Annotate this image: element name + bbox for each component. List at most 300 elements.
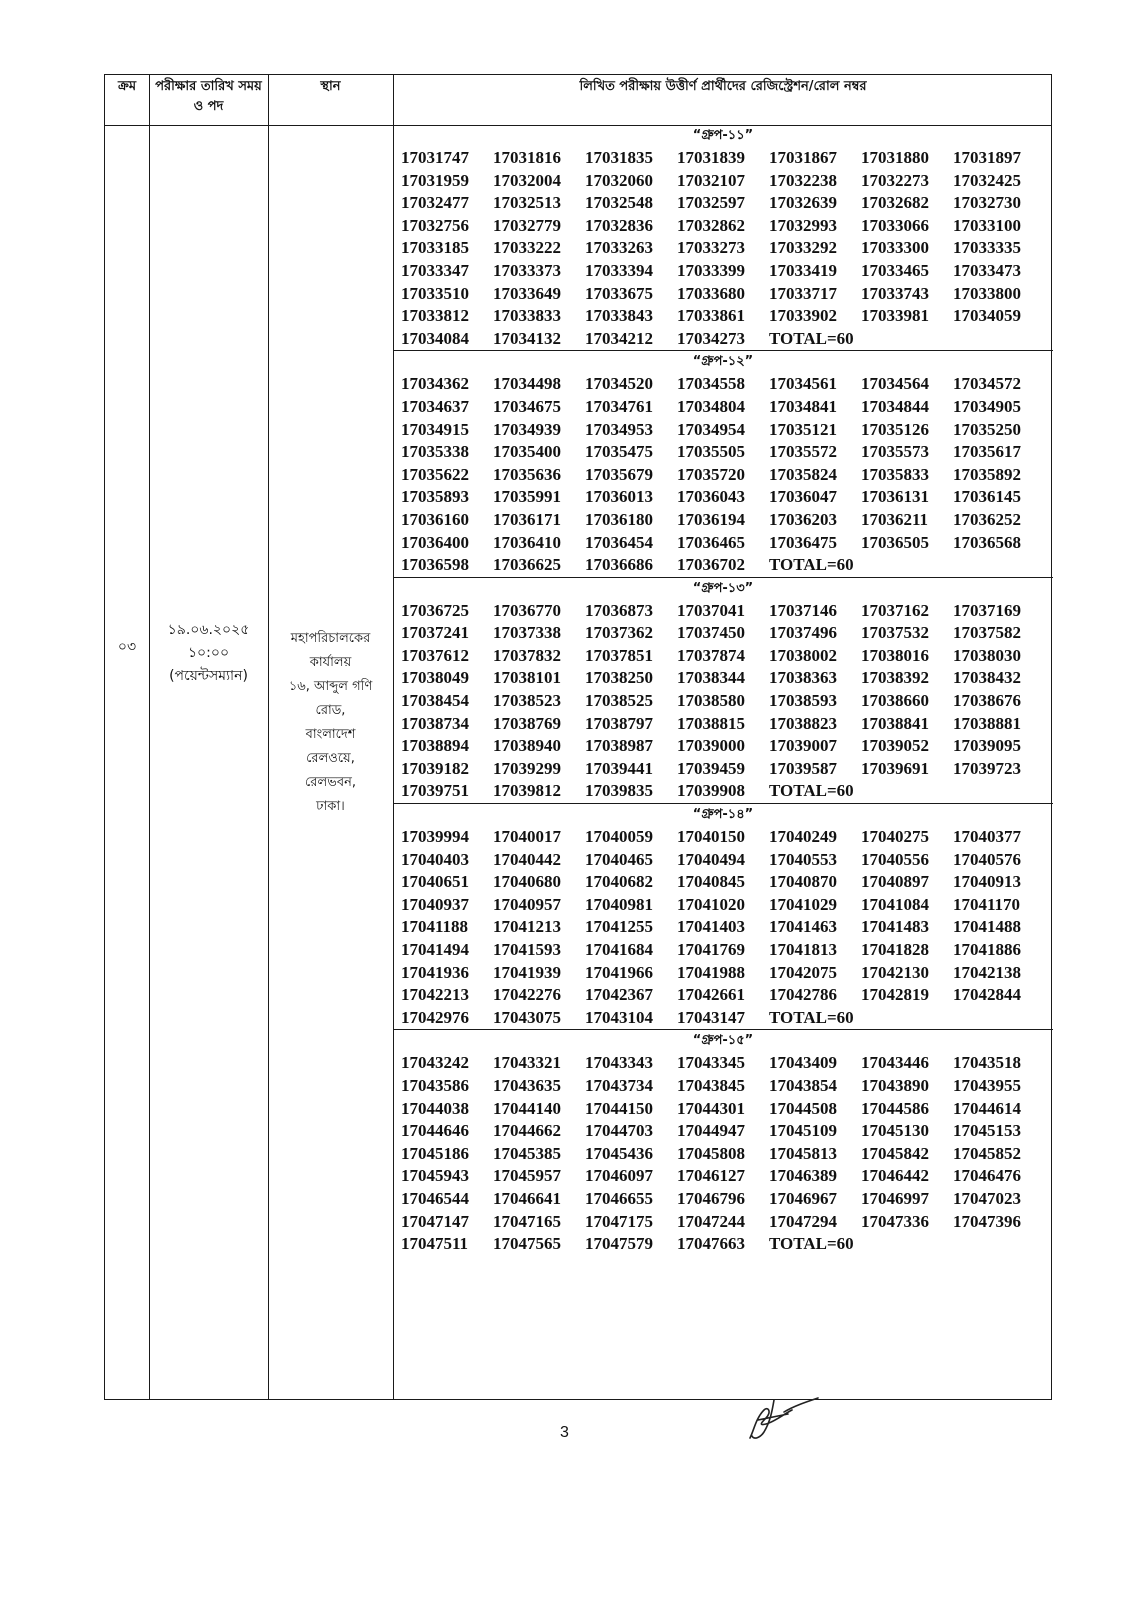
roll-number: 17045109 (769, 1121, 837, 1141)
roll-number: 17033861 (677, 306, 745, 326)
roll-number: 17040249 (769, 827, 837, 847)
group-total: TOTAL=60 (769, 781, 854, 801)
roll-number: 17042844 (953, 985, 1021, 1005)
roll-number: 17044662 (493, 1121, 561, 1141)
roll-number: 17031959 (401, 170, 469, 190)
roll-number: 17036465 (677, 532, 745, 552)
roll-number: 17044140 (493, 1098, 561, 1118)
roll-number: 17037532 (861, 623, 929, 643)
roll-number: 17034561 (769, 374, 837, 394)
roll-number: 17038525 (585, 691, 653, 711)
roll-number: 17038580 (677, 691, 745, 711)
roll-number: 17047175 (585, 1211, 653, 1231)
roll-number: 17033510 (401, 283, 469, 303)
roll-number: 17034637 (401, 396, 469, 416)
roll-row (393, 328, 1053, 351)
roll-number: 17043409 (769, 1053, 837, 1073)
roll-number: 17039299 (493, 758, 561, 778)
roll-number: 17041188 (401, 917, 469, 937)
roll-number: 17043586 (401, 1075, 469, 1095)
roll-number: 17039459 (677, 758, 745, 778)
roll-number: 17037162 (861, 600, 929, 620)
roll-number: 17037874 (677, 645, 745, 665)
roll-row (393, 1075, 1053, 1098)
roll-number: 17033981 (861, 306, 929, 326)
roll-number: 17044508 (769, 1098, 837, 1118)
roll-number: 17038797 (585, 713, 653, 733)
exam-place-cell (268, 627, 393, 819)
roll-number: 17036770 (493, 600, 561, 620)
roll-number: 17042138 (953, 962, 1021, 982)
roll-number: 17040494 (677, 849, 745, 869)
roll-number: 17034084 (401, 328, 469, 348)
roll-number: 17034905 (953, 396, 1021, 416)
group-total: TOTAL=60 (769, 1007, 854, 1027)
roll-number: 17033100 (953, 215, 1021, 235)
roll-number: 17047165 (493, 1211, 561, 1231)
roll-number: 17043147 (677, 1007, 745, 1027)
roll-number: 17033843 (585, 306, 653, 326)
roll-number: 17041939 (493, 962, 561, 982)
roll-number: 17040981 (585, 894, 653, 914)
roll-number: 17039994 (401, 827, 469, 847)
roll-row (393, 396, 1053, 419)
roll-number: 17047023 (953, 1188, 1021, 1208)
roll-row (393, 826, 1053, 849)
roll-number: 17047396 (953, 1211, 1021, 1231)
roll-number: 17033185 (401, 238, 469, 258)
roll-number: 17033743 (861, 283, 929, 303)
roll-number: 17039587 (769, 758, 837, 778)
header-place: স্থান (320, 79, 341, 94)
roll-number: 17032548 (585, 193, 653, 213)
roll-row (393, 419, 1053, 442)
group-title: “গ্রুপ-১৪” (692, 807, 754, 823)
roll-number: 17032639 (769, 193, 837, 213)
roll-row (393, 713, 1053, 736)
roll-number: 17034804 (677, 396, 745, 416)
roll-number: 17040651 (401, 872, 469, 892)
roll-number: 17045842 (861, 1143, 929, 1163)
roll-number: 17044301 (677, 1098, 745, 1118)
roll-number (953, 1233, 1045, 1256)
roll-number: 17043321 (493, 1053, 561, 1073)
roll-number: 17046544 (401, 1188, 469, 1208)
roll-number: 17037041 (677, 600, 745, 620)
roll-number: 17043446 (861, 1053, 929, 1073)
roll-number: 17042075 (769, 962, 837, 982)
roll-number: 17038250 (585, 668, 653, 688)
roll-number: 17043890 (861, 1075, 929, 1095)
roll-number: 17040553 (769, 849, 837, 869)
roll-number: 17033465 (861, 260, 929, 280)
roll-number: 17034939 (493, 419, 561, 439)
roll-number: 17038454 (401, 691, 469, 711)
roll-number: 17032862 (677, 215, 745, 235)
roll-number: 17035121 (769, 419, 837, 439)
roll-row (393, 1120, 1053, 1143)
roll-number: 17041813 (769, 940, 837, 959)
roll-number (861, 554, 953, 577)
roll-row (393, 464, 1053, 487)
roll-row (393, 871, 1053, 894)
roll-group (393, 125, 1053, 351)
roll-row (393, 373, 1053, 396)
roll-row (393, 1233, 1053, 1256)
roll-number: 17035617 (953, 442, 1021, 462)
roll-row (393, 1052, 1053, 1075)
roll-number: 17040442 (493, 849, 561, 869)
roll-row (393, 984, 1053, 1007)
roll-number: 17035400 (493, 442, 561, 462)
roll-number: 17047565 (493, 1234, 561, 1254)
roll-row (393, 735, 1053, 758)
roll-number: 17035720 (677, 464, 745, 484)
roll-number: 17038392 (861, 668, 929, 688)
roll-number: 17045957 (493, 1166, 561, 1186)
roll-number: 17031897 (953, 148, 1021, 167)
roll-number: 17033347 (401, 260, 469, 280)
roll-number: 17039052 (861, 736, 929, 756)
place-line: রোড, (315, 703, 346, 718)
roll-row (393, 283, 1053, 306)
roll-number: 17038734 (401, 713, 469, 733)
roll-number: 17034761 (585, 396, 653, 416)
roll-number: 17033335 (953, 238, 1021, 258)
roll-number: 17036568 (953, 532, 1021, 552)
signature-icon (744, 1392, 824, 1448)
roll-number: 17033263 (585, 238, 653, 258)
roll-number: 17032682 (861, 193, 929, 213)
roll-number: 17044947 (677, 1121, 745, 1141)
roll-number: 17038344 (677, 668, 745, 688)
roll-number: 17031835 (585, 148, 653, 167)
place-line: কার্যালয় (309, 655, 352, 670)
group-total: TOTAL=60 (769, 1234, 854, 1254)
roll-number: 17039835 (585, 781, 653, 801)
roll-row (393, 1165, 1053, 1188)
roll-number: 17034362 (401, 374, 469, 394)
roll-number: 17047294 (769, 1211, 837, 1231)
roll-number: 17032597 (677, 193, 745, 213)
place-line: বাংলাদেশ (305, 727, 356, 742)
roll-number: 17042661 (677, 985, 745, 1005)
roll-number: 17036211 (861, 509, 929, 529)
roll-number: 17031816 (493, 148, 561, 167)
roll-number: 17047147 (401, 1211, 469, 1231)
roll-number: 17041494 (401, 940, 469, 959)
serial-number: ০৩ (117, 639, 137, 655)
roll-number: 17037146 (769, 600, 837, 620)
roll-number: 17036013 (585, 487, 653, 507)
roll-number: 17041769 (677, 940, 745, 959)
roll-number: 17043343 (585, 1053, 653, 1073)
roll-number: 17043734 (585, 1075, 653, 1095)
roll-number (861, 1007, 953, 1030)
roll-row (393, 939, 1053, 962)
roll-number: 17041988 (677, 962, 745, 982)
roll-row (393, 916, 1053, 939)
roll-number: 17035250 (953, 419, 1021, 439)
roll-number: 17033292 (769, 238, 837, 258)
roll-number: 17045813 (769, 1143, 837, 1163)
roll-number: 17041488 (953, 917, 1021, 937)
roll-number: 17038881 (953, 713, 1021, 733)
roll-number: 17044150 (585, 1098, 653, 1118)
roll-number: 17045186 (401, 1143, 469, 1163)
roll-number: 17040377 (953, 827, 1021, 847)
roll-number: 17042367 (585, 985, 653, 1005)
roll-number: 17040017 (493, 827, 561, 847)
roll-number: 17037496 (769, 623, 837, 643)
roll-number: 17046967 (769, 1188, 837, 1208)
roll-number: 17042819 (861, 985, 929, 1005)
roll-number: 17038593 (769, 691, 837, 711)
roll-number: 17034841 (769, 396, 837, 416)
place-line: রেলওয়ে, (306, 751, 355, 766)
roll-row (393, 849, 1053, 872)
roll-number: 17038769 (493, 713, 561, 733)
roll-row (393, 622, 1053, 645)
roll-number: 17035475 (585, 442, 653, 462)
roll-number: 17044646 (401, 1121, 469, 1141)
place-line: রেলভবন, (305, 775, 356, 790)
roll-number: 17040556 (861, 849, 929, 869)
roll-number: 17032756 (401, 215, 469, 235)
roll-number: 17033680 (677, 283, 745, 303)
exam-time: ১০:০০ (187, 645, 230, 661)
roll-row (393, 645, 1053, 668)
roll-number: 17046476 (953, 1166, 1021, 1186)
roll-number: 17036625 (493, 555, 561, 575)
roll-number: 17038660 (861, 691, 929, 711)
roll-number: 17042130 (861, 962, 929, 982)
roll-number: 17040465 (585, 849, 653, 869)
roll-row (393, 554, 1053, 577)
place-line: ঢাকা। (316, 799, 345, 814)
roll-number: 17038676 (953, 691, 1021, 711)
roll-number: 17042276 (493, 985, 561, 1005)
roll-number: 17036047 (769, 487, 837, 507)
exam-date: ১৯.০৬.২০২৫ (167, 622, 250, 638)
roll-number: 17043104 (585, 1007, 653, 1027)
group-total: TOTAL=60 (769, 555, 854, 575)
roll-number: 17041828 (861, 940, 929, 959)
roll-number: 17046997 (861, 1188, 929, 1208)
roll-number: 17040403 (401, 849, 469, 869)
roll-number: 17040845 (677, 872, 745, 892)
roll-number: 17041463 (769, 917, 837, 937)
roll-number: 17044614 (953, 1098, 1021, 1118)
roll-row (393, 237, 1053, 260)
roll-number: 17033394 (585, 260, 653, 280)
group-title: “গ্রুপ-১১” (692, 128, 754, 143)
roll-number: 17037612 (401, 645, 469, 665)
roll-number: 17043518 (953, 1053, 1021, 1073)
roll-number: 17043955 (953, 1075, 1021, 1095)
roll-number: 17041403 (677, 917, 745, 937)
roll-number: 17035824 (769, 464, 837, 484)
roll-number: 17032836 (585, 215, 653, 235)
roll-number: 17039723 (953, 758, 1021, 778)
roll-number: 17045385 (493, 1143, 561, 1163)
roll-number: 17040897 (861, 872, 929, 892)
roll-number: 17033066 (861, 215, 929, 235)
roll-number: 17040576 (953, 849, 1021, 869)
roll-number: 17047579 (585, 1234, 653, 1254)
roll-row (393, 667, 1053, 690)
page-number: 3 (560, 1424, 569, 1441)
roll-number: 17040937 (401, 894, 469, 914)
roll-number: 17041593 (493, 940, 561, 959)
roll-number: 17045943 (401, 1166, 469, 1186)
roll-number: 17041936 (401, 962, 469, 982)
roll-number: 17034498 (493, 374, 561, 394)
roll-number: 17033833 (493, 306, 561, 326)
roll-number: 17046127 (677, 1166, 745, 1186)
roll-number: 17043845 (677, 1075, 745, 1095)
roll-number: 17037362 (585, 623, 653, 643)
roll-row (393, 600, 1053, 623)
roll-number: 17035636 (493, 464, 561, 484)
roll-number: 17038841 (861, 713, 929, 733)
roll-number: 17038016 (861, 645, 929, 665)
group-title: “গ্রুপ-১৩” (692, 580, 754, 596)
roll-number: 17036454 (585, 532, 653, 552)
roll-number: 17032730 (953, 193, 1021, 213)
roll-number (953, 554, 1045, 577)
roll-group (393, 804, 1053, 1030)
roll-number: 17034558 (677, 374, 745, 394)
roll-number: 17038823 (769, 713, 837, 733)
roll-number: 17038101 (493, 668, 561, 688)
roll-row (393, 1143, 1053, 1166)
roll-number: 17047244 (677, 1211, 745, 1231)
group-total: TOTAL=60 (769, 328, 854, 348)
roll-number: 17033800 (953, 283, 1021, 303)
roll-number (953, 1007, 1045, 1030)
roll-number: 17036203 (769, 509, 837, 529)
roll-number: 17036043 (677, 487, 745, 507)
roll-number: 17038432 (953, 668, 1021, 688)
roll-number: 17034953 (585, 419, 653, 439)
roll-number: 17042786 (769, 985, 837, 1005)
roll-number: 17043345 (677, 1053, 745, 1073)
roll-number: 17046389 (769, 1166, 837, 1186)
roll-number: 17040913 (953, 872, 1021, 892)
roll-number: 17047336 (861, 1211, 929, 1231)
roll-number: 17032425 (953, 170, 1021, 190)
roll-number: 17039441 (585, 758, 653, 778)
results-table (104, 74, 1052, 1400)
roll-number (861, 1233, 953, 1256)
roll-number: 17036873 (585, 600, 653, 620)
roll-number: 17035991 (493, 487, 561, 507)
roll-number: 17041483 (861, 917, 929, 937)
roll-number: 17038030 (953, 645, 1021, 665)
group-title: “গ্রুপ-১৫” (692, 1033, 754, 1049)
roll-number: 17046442 (861, 1166, 929, 1186)
roll-number: 17037241 (401, 623, 469, 643)
group-title: “গ্রুপ-১২” (692, 354, 754, 370)
roll-row (393, 509, 1053, 532)
roll-number: 17045852 (953, 1143, 1021, 1163)
roll-number: 17033675 (585, 283, 653, 303)
roll-number: 17040150 (677, 827, 745, 847)
roll-number: 17038523 (493, 691, 561, 711)
roll-number (861, 328, 953, 351)
roll-number: 17034572 (953, 374, 1021, 394)
roll-number: 17039182 (401, 758, 469, 778)
roll-number: 17035679 (585, 464, 653, 484)
roll-number: 17032513 (493, 193, 561, 213)
roll-number: 17036702 (677, 555, 745, 575)
roll-group (393, 578, 1053, 804)
roll-number: 17034132 (493, 328, 561, 348)
roll-number: 17044038 (401, 1098, 469, 1118)
roll-number: 17037450 (677, 623, 745, 643)
roll-number: 17041029 (769, 894, 837, 914)
roll-number: 17032779 (493, 215, 561, 235)
roll-number: 17044703 (585, 1121, 653, 1141)
roll-number: 17040680 (493, 872, 561, 892)
roll-number: 17036131 (861, 487, 929, 507)
roll-number: 17039691 (861, 758, 929, 778)
roll-number: 17038363 (769, 668, 837, 688)
roll-number: 17031880 (861, 148, 929, 167)
roll-row (393, 1007, 1053, 1030)
roll-number (861, 780, 953, 803)
roll-number: 17032238 (769, 170, 837, 190)
roll-row (393, 780, 1053, 803)
roll-row (393, 441, 1053, 464)
roll-number: 17035622 (401, 464, 469, 484)
roll-number: 17036598 (401, 555, 469, 575)
roll-row (393, 486, 1053, 509)
roll-number: 17038049 (401, 668, 469, 688)
header-roll-numbers: লিখিত পরীক্ষায় উত্তীর্ণ প্রার্থীদের রেজিস্ট্রেশন/রোল নম্বর (579, 79, 867, 94)
roll-row (393, 1211, 1053, 1234)
roll-number: 17045808 (677, 1143, 745, 1163)
roll-number: 17038815 (677, 713, 745, 733)
roll-number: 17035833 (861, 464, 929, 484)
roll-number: 17033717 (769, 283, 837, 303)
roll-number: 17035572 (769, 442, 837, 462)
roll-number: 17033649 (493, 283, 561, 303)
roll-number: 17046655 (585, 1188, 653, 1208)
roll-number: 17035126 (861, 419, 929, 439)
roll-number: 17037582 (953, 623, 1021, 643)
roll-number: 17046097 (585, 1166, 653, 1186)
roll-number: 17041684 (585, 940, 653, 959)
roll-number: 17035573 (861, 442, 929, 462)
roll-number: 17034954 (677, 419, 745, 439)
roll-number: 17040682 (585, 872, 653, 892)
roll-number: 17032993 (769, 215, 837, 235)
roll-row (393, 758, 1053, 781)
roll-number: 17042976 (401, 1007, 469, 1027)
roll-number: 17034273 (677, 328, 745, 348)
roll-number: 17043854 (769, 1075, 837, 1095)
roll-number: 17041886 (953, 940, 1021, 959)
roll-number: 17038002 (769, 645, 837, 665)
exam-date-cell (149, 619, 268, 688)
roll-number: 17033273 (677, 238, 745, 258)
roll-number: 17034564 (861, 374, 929, 394)
roll-row (393, 215, 1053, 238)
header-date: পরীক্ষার তারিখ সময় ও পদ (155, 79, 262, 114)
roll-number: 17044586 (861, 1098, 929, 1118)
